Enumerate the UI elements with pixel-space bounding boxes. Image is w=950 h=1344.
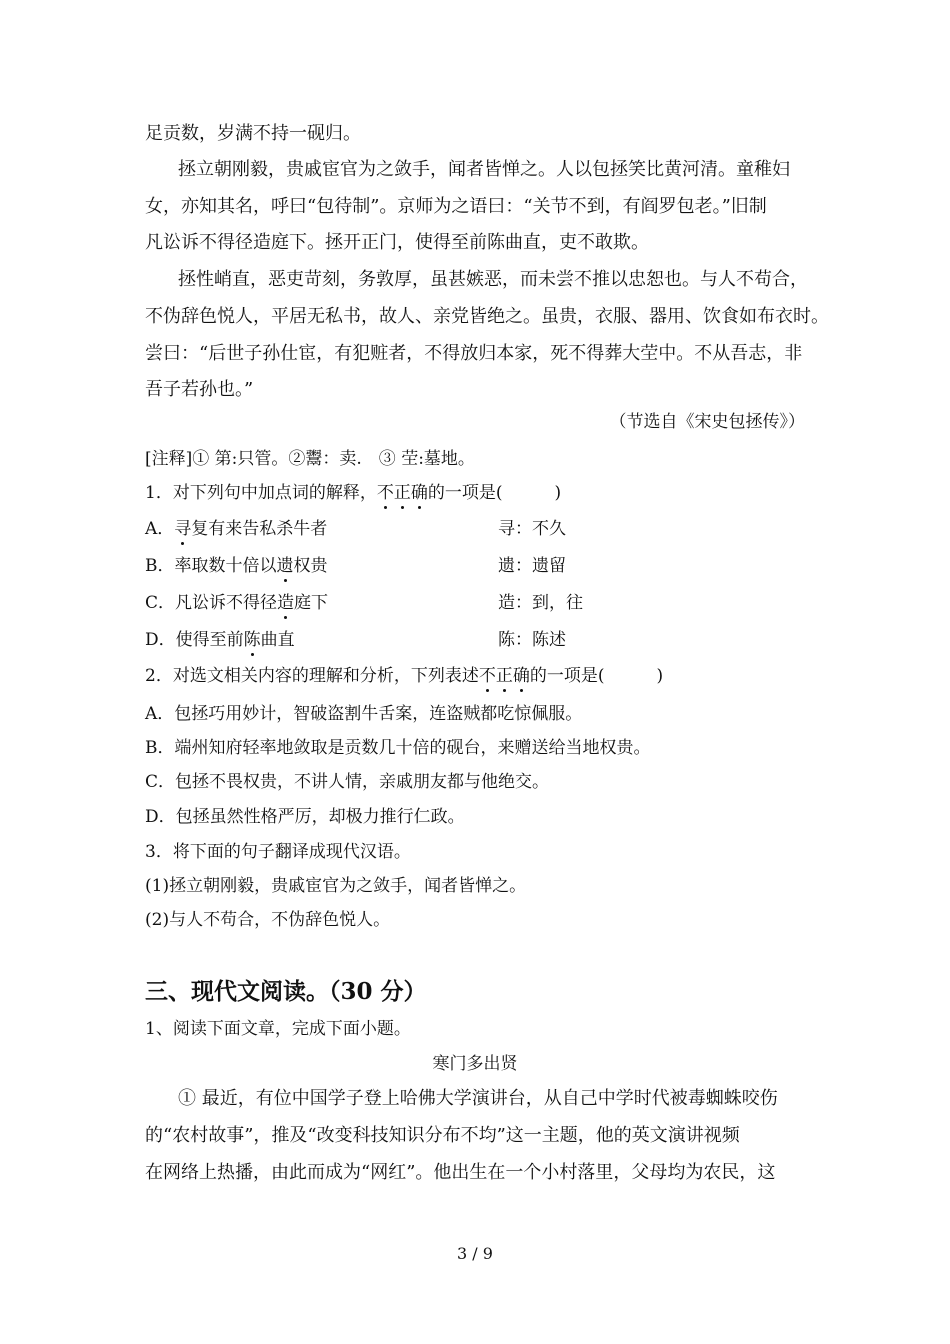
question-2-option-a: A．包拯巧用妙计，智破盗割牛舌案，连盗贼都吃惊佩服。 [145, 704, 583, 724]
question-1-option-c: C．凡讼诉不得径造庭下 [145, 593, 329, 613]
question-2-stem: 2．对选文相关内容的理解和分析，下列表述不正确的一项是( ) [145, 666, 664, 686]
page-number: 3 / 9 [457, 1244, 493, 1263]
emphasis-dot-char: 确 [512, 666, 530, 686]
article-line: 的“农村故事”，推及“改变科技知识分布不均”这一主题，他的英文演讲视频 [145, 1125, 740, 1146]
passage-source: （节选自《宋史包拯传》） [609, 412, 805, 432]
passage-line: 尝曰：“后世子孙仕宦，有犯赃者，不得放归本家，死不得葬大茔中。不从吾志，非 [145, 343, 803, 364]
question-1-stem: 1．对下列句中加点词的解释，不正确的一项是( ) [145, 483, 562, 503]
question-1-option-b-answer: 遗：遗留 [498, 556, 566, 576]
emphasis-dot-char: 正 [495, 666, 513, 686]
question-1-option-d: D．使得至前陈曲直 [145, 630, 295, 650]
passage-line: 不伪辞色悦人，平居无私书，故人、亲党皆绝之。虽贵，衣服、器用、饮食如布衣时。 [145, 306, 829, 327]
passage-line: 拯立朝刚毅，贵戚宦官为之敛手，闻者皆惮之。人以包拯笑比黄河清。童稚妇 [178, 159, 790, 180]
emphasis-dot-char: 造 [277, 593, 295, 613]
passage-line: 女，亦知其名，呼曰“包待制”。京师为之语曰：“关节不到，有阎罗包老。”旧制 [145, 196, 767, 217]
passage-line: 吾子若孙也。” [145, 379, 254, 400]
question-1-option-a: A．寻复有来告私杀牛者 [145, 519, 328, 539]
question-2-option-c: C．包拯不畏权贵，不讲人情，亲戚朋友都与他绝交。 [145, 772, 550, 792]
question-1-option-b: B．率取数十倍以遗权贵 [145, 556, 328, 576]
passage-line: 足贡数，岁满不持一砚归。 [145, 123, 361, 144]
emphasis-dot-char: 确 [410, 483, 428, 503]
question-2-option-b: B．端州知府轻率地敛取是贡数几十倍的砚台，来赠送给当地权贵。 [145, 738, 651, 758]
emphasis-dot-char: 正 [393, 483, 411, 503]
annotation-notes: [注释]① 第:只管。②鬻：卖. ③ 茔:墓地。 [145, 449, 475, 469]
emphasis-dot-char: 寻 [174, 519, 192, 539]
question-1-option-d-answer: 陈：陈述 [498, 630, 566, 650]
article-line: 在网络上热播，由此而成为“网红”。他出生在一个小村落里，父母均为农民，这 [145, 1162, 776, 1183]
passage-line: 拯性峭直，恶吏苛刻，务敦厚，虽甚嫉恶，而未尝不推以忠恕也。与人不苟合， [178, 269, 808, 290]
emphasis-dot-char: 不 [376, 483, 394, 503]
question-1-option-c-answer: 造：到，往 [498, 593, 583, 613]
question-3-item-1: (1)拯立朝刚毅，贵戚宦官为之敛手，闻者皆惮之。 [145, 876, 527, 896]
emphasis-dot-char: 陈 [243, 630, 261, 650]
article-title: 寒门多出贤 [432, 1054, 518, 1074]
question-2-option-d: D．包拯虽然性格严厉，却极力推行仁政。 [145, 807, 465, 827]
article-line: ① 最近，有位中国学子登上哈佛大学演讲台，从自己中学时代被毒蜘蛛咬伤 [178, 1088, 778, 1109]
emphasis-dot-char: 遗 [276, 556, 294, 576]
section-intro: 1、阅读下面文章，完成下面小题。 [145, 1019, 411, 1039]
section-heading: 三、现代文阅读。（30 分） [145, 978, 427, 1005]
question-3-item-2: (2)与人不苟合，不伪辞色悦人。 [145, 910, 391, 930]
question-1-option-a-answer: 寻：不久 [498, 519, 566, 539]
passage-line: 凡讼诉不得径造庭下。拯开正门，使得至前陈曲直，吏不敢欺。 [145, 232, 649, 253]
emphasis-dot-char: 不 [478, 666, 496, 686]
question-3-stem: 3．将下面的句子翻译成现代汉语。 [145, 842, 411, 862]
